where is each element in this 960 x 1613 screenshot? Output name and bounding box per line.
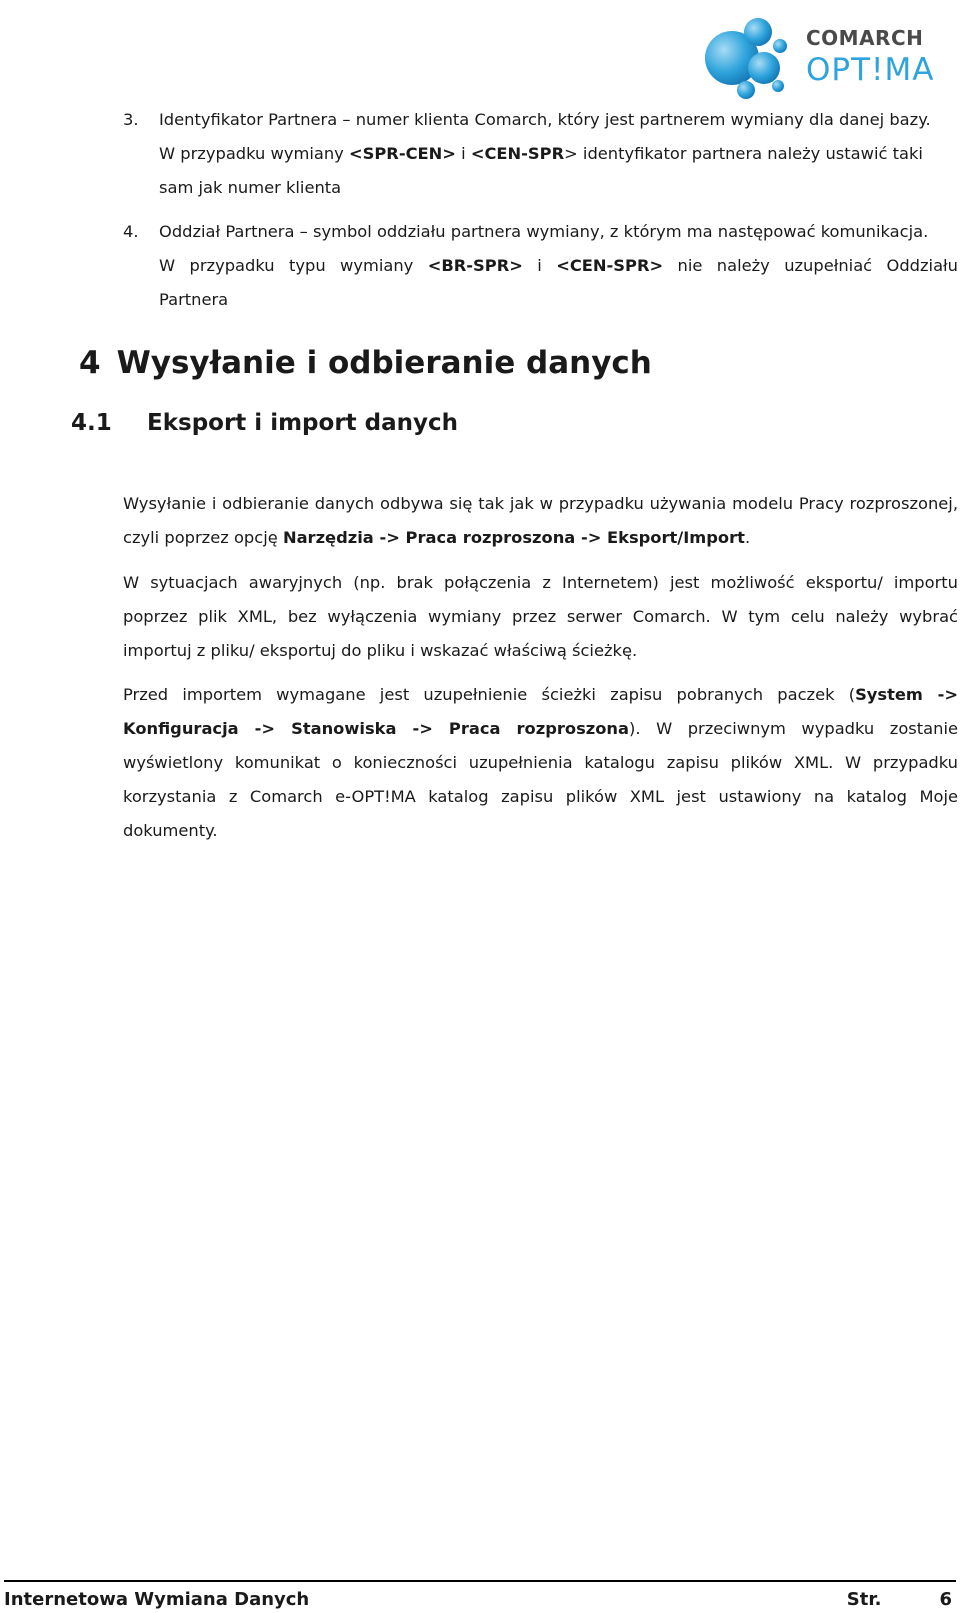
section-number: 4 — [79, 345, 101, 381]
section-title: Wysyłanie i odbieranie danych — [116, 345, 652, 381]
subsection-heading — [71, 410, 458, 436]
footer-page — [847, 1589, 952, 1610]
list-number: 3. — [123, 110, 139, 129]
list-item-text — [159, 215, 958, 317]
subsection-title: Eksport i import danych — [147, 410, 459, 436]
footer-title: Internetowa Wymiana Danych — [4, 1589, 310, 1610]
menu-path: System -> Konfiguracja -> Stanowiska -> Praca rozproszona — [123, 685, 958, 738]
footer-divider — [4, 1580, 956, 1582]
list-line: Partnera — [159, 290, 229, 309]
list-item-text — [159, 103, 958, 205]
paragraph-text: ). W przeciwnym wypadku zostanie wyświetlony komunikat o konieczności uzupełnienia katalogu zapisu plików XML. W przypadku korzystania z Comarch e-OPT!MA katalog zapisu plików XML jest ustawiony na katalog Moje dokumenty. — [123, 719, 958, 840]
logo-product-text: OPT!MA — [806, 52, 935, 88]
paragraph-text: Wysyłanie i odbieranie danych odbywa się tak jak w przypadku używania modelu Pracy rozproszonej, czyli poprzez opcję — [123, 494, 958, 547]
paragraph-3 — [123, 678, 958, 848]
subsection-number: 4.1 — [71, 410, 112, 436]
menu-path: Narzędzia -> Praca rozproszona -> Eksport/Import — [282, 528, 745, 547]
section-heading — [79, 345, 652, 381]
paragraph-text: . — [744, 528, 751, 547]
page-number: 6 — [939, 1589, 952, 1610]
comarch-optima-logo — [712, 10, 952, 102]
list-line: W przypadku typu wymiany <BR-SPR> i <CEN-SPR> nie należy uzupełniać Oddziału — [159, 256, 958, 275]
list-line: Oddział Partnera – symbol oddziału partnera wymiany, z którym ma następować komunikacja. — [159, 222, 929, 241]
list-line: sam jak numer klienta — [159, 178, 342, 197]
list-item — [123, 215, 958, 317]
list-line: Identyfikator Partnera – numer klienta Comarch, który jest partnerem wymiany dla danej bazy. — [159, 110, 931, 129]
list-number: 4. — [123, 222, 139, 241]
bubbles-logo-icon — [698, 10, 794, 102]
paragraph-text: Przed importem wymagane jest uzupełnienie ścieżki zapisu pobranych paczek ( — [123, 685, 856, 704]
page-label: Str. — [846, 1589, 882, 1610]
list-line: W przypadku wymiany <SPR-CEN> i <CEN-SPR> identyfikator partnera należy ustawić taki — [159, 144, 923, 163]
logo-brand-text: COMARCH — [806, 26, 924, 50]
paragraph-2: W sytuacjach awaryjnych (np. brak połączenia z Internetem) jest możliwość eksportu/ importu poprzez plik XML, bez wyłączenia wymiany przez serwer Comarch. W tym celu należy wybrać importuj z pliku/ eksportuj do pliku i wskazać właściwą ścieżkę. — [123, 573, 958, 660]
list-item — [123, 103, 958, 205]
paragraph-1 — [123, 487, 958, 555]
